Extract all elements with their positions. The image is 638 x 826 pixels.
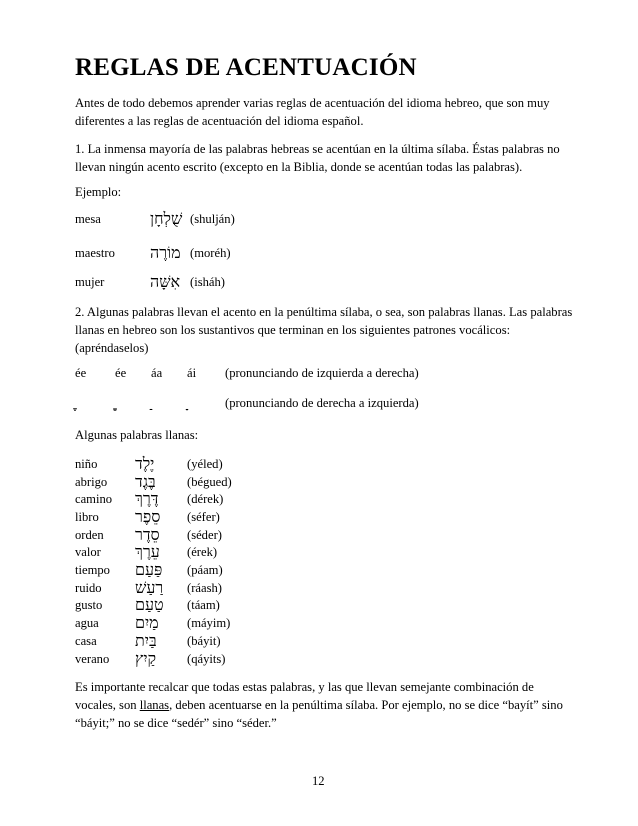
hebrew-word: בֶּגֶד bbox=[135, 472, 156, 491]
vowel-pattern: ַ ַ bbox=[151, 394, 155, 412]
hebrew-word: פַּעַם bbox=[135, 560, 163, 579]
transliteration: (páam) bbox=[187, 563, 223, 577]
transliteration: (qáyits) bbox=[187, 652, 226, 666]
transliteration: (ráash) bbox=[187, 581, 222, 595]
hebrew-word: עֵרֶךְ bbox=[135, 542, 160, 561]
spanish-word: maestro bbox=[75, 246, 115, 260]
closing-text-c: , deben acentuarse en la penúltima sílaba. Por ejemplo, no se dice “bayít” sino “báyit;” no se dice “sedér” sino “séder.” bbox=[75, 698, 563, 730]
spanish-word: orden bbox=[75, 528, 104, 542]
intro-paragraph: Antes de todo debemos aprender varias reglas de acentuación del idioma hebreo, que son muy diferentes a las reglas de acentuación del idioma español. bbox=[75, 96, 550, 128]
transliteration: (dérek) bbox=[187, 492, 224, 506]
transliteration: (táam) bbox=[187, 598, 220, 612]
transliteration: (moréh) bbox=[190, 246, 231, 260]
transliteration: (shulján) bbox=[190, 212, 235, 226]
transliteration: (séfer) bbox=[187, 510, 220, 524]
page-title: REGLAS DE ACENTUACIÓN bbox=[75, 54, 417, 81]
spanish-word: casa bbox=[75, 634, 97, 648]
llanas-label: Algunas palabras llanas: bbox=[75, 428, 199, 442]
pattern: ée bbox=[115, 366, 127, 380]
pattern: ái bbox=[187, 366, 197, 380]
vowel-pattern: ֶ ֵ bbox=[115, 394, 119, 412]
transliteration: (máyim) bbox=[187, 616, 231, 630]
hebrew-word: סֵדֶר bbox=[135, 525, 160, 544]
transliteration: (séder) bbox=[187, 528, 222, 542]
transliteration: (isháh) bbox=[190, 275, 225, 289]
closing-text-a: Es importante recalcar que todas estas palabras, y las que llevan semejante combinación de vocales, son bbox=[75, 680, 534, 712]
vowel-pattern: ֶ ֶ bbox=[75, 394, 79, 412]
hebrew-word: קַיִץ bbox=[135, 649, 157, 668]
hebrew-word: דֶּרֶךְ bbox=[135, 489, 159, 508]
transliteration: (báyit) bbox=[187, 634, 221, 648]
spanish-word: niño bbox=[75, 457, 98, 471]
spanish-word: ruido bbox=[75, 581, 102, 595]
spanish-word: gusto bbox=[75, 598, 103, 612]
pattern-note: (pronunciando de derecha a izquierda) bbox=[225, 396, 419, 410]
hebrew-word: מוֹרֶה bbox=[150, 243, 181, 262]
spanish-word: valor bbox=[75, 545, 101, 559]
rule-1-paragraph: 1. La inmensa mayoría de las palabras hebreas se acentúan en la última sílaba. Éstas palabras no llevan ningún acento escrito (excepto en la Biblia, donde se acentúan todas las palabras). bbox=[75, 142, 560, 174]
hebrew-word: טַעַם bbox=[135, 595, 164, 614]
hebrew-word: מַיִם bbox=[135, 613, 159, 632]
hebrew-word: סֵפֶר bbox=[135, 507, 161, 526]
pattern-note: (pronunciando de izquierda a derecha) bbox=[225, 366, 419, 380]
closing-paragraph bbox=[75, 678, 567, 732]
pattern: ée bbox=[75, 366, 87, 380]
spanish-word: abrigo bbox=[75, 475, 108, 489]
hebrew-word: רַעַשׁ bbox=[135, 578, 164, 597]
spanish-word: agua bbox=[75, 616, 99, 630]
spanish-word: tiempo bbox=[75, 563, 110, 577]
example-label: Ejemplo: bbox=[75, 185, 122, 199]
transliteration: (yéled) bbox=[187, 457, 223, 471]
rule-2-paragraph: 2. Algunas palabras llevan el acento en la penúltima sílaba, o sea, son palabras llanas. Las palabras llanas en hebreo son los sustantivos que terminan en los siguientes patrones vocálicos: (apréndaselos) bbox=[75, 305, 573, 355]
hebrew-word: בַּיִת bbox=[135, 631, 157, 650]
hebrew-word: אִשָּׁה bbox=[150, 272, 181, 291]
transliteration: (érek) bbox=[187, 545, 218, 559]
spanish-word: mesa bbox=[75, 212, 101, 226]
spanish-word: mujer bbox=[75, 275, 105, 289]
transliteration: (bégued) bbox=[187, 475, 232, 489]
spanish-word: libro bbox=[75, 510, 99, 524]
vowel-pattern: ִ ַ bbox=[187, 394, 191, 412]
spanish-word: verano bbox=[75, 652, 110, 666]
llanas-underlined: llanas bbox=[139, 698, 170, 712]
page-number: 12 bbox=[312, 774, 325, 788]
spanish-word: camino bbox=[75, 492, 113, 506]
pattern: áa bbox=[151, 366, 163, 380]
hebrew-word: שֻׁלְחָן bbox=[150, 209, 183, 228]
hebrew-word: יֶלֶד bbox=[135, 454, 155, 473]
